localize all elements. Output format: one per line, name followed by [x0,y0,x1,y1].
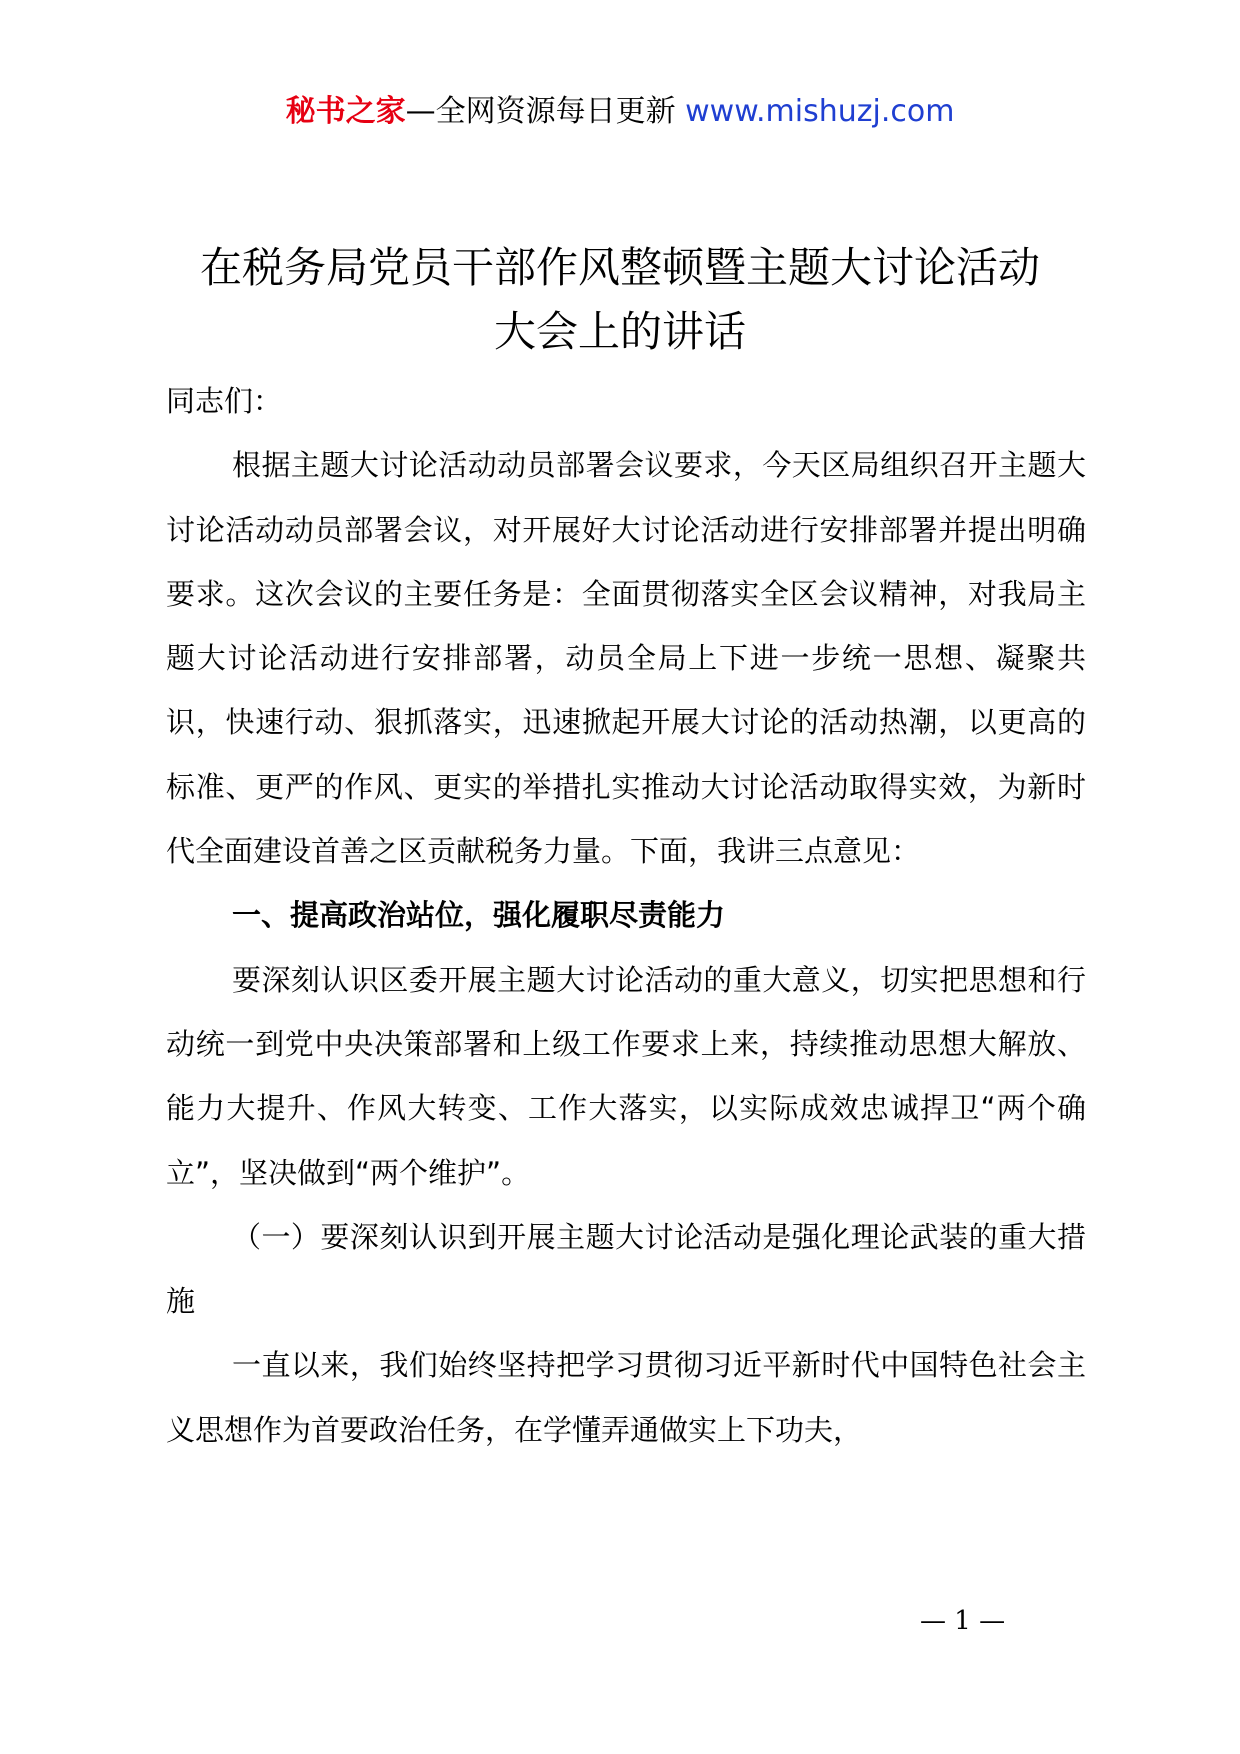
title-line-2: 大会上的讲话 [493,307,746,356]
document-body [166,369,1086,1462]
body-paragraph: 一直以来，我们始终坚持把学习贯彻习近平新时代中国特色社会主义思想作为首要政治任务，在学懂弄通做实上下功夫， [166,1348,1086,1447]
body-paragraph: 要深刻认识区委开展主题大讨论活动的重大意义，切实把思想和行动统一到党中央决策部署和上级工作要求上来，持续推动思想大解放、能力大提升、作风大转变、工作大落实，以实际成效忠诚捍卫“两个确立”，坚决做到“两个维护”。 [166,962,1086,1190]
page-number: — 1 — [920,1606,1006,1636]
title-line-1: 在税务局党员干部作风整顿暨主题大讨论活动 [199,243,1040,292]
site-url-link[interactable]: www.mishuzj.com [685,94,955,129]
salutation: 同志们： [166,384,283,418]
site-banner [0,92,1240,132]
banner-tagline: —全网资源每日更新 [405,94,676,129]
subsection-heading: （一）要深刻认识到开展主题大讨论活动是强化理论武装的重大措施 [166,1219,1086,1319]
body-paragraph: 根据主题大讨论活动动员部署会议要求，今天区局组织召开主题大讨论活动动员部署会议，对开展好大讨论活动进行安排部署并提出明确要求。这次会议的主要任务是：全面贯彻落实全区会议精神，对我局主题大讨论活动进行安排部署，动员全局上下进一步统一思想、凝聚共识，快速行动、狠抓落实，迅速掀起开展大讨论的活动热潮，以更高的标准、更严的作风、更实的举措扎实推动大讨论活动取得实效，为新时代全面建设首善之区贡献税务力量。下面，我讲三点意见： [166,448,1086,869]
document-title [160,236,1080,364]
section-heading: 一、提高政治站位，强化履职尽责能力 [232,898,726,933]
brand-name: 秘书之家 [285,94,406,129]
